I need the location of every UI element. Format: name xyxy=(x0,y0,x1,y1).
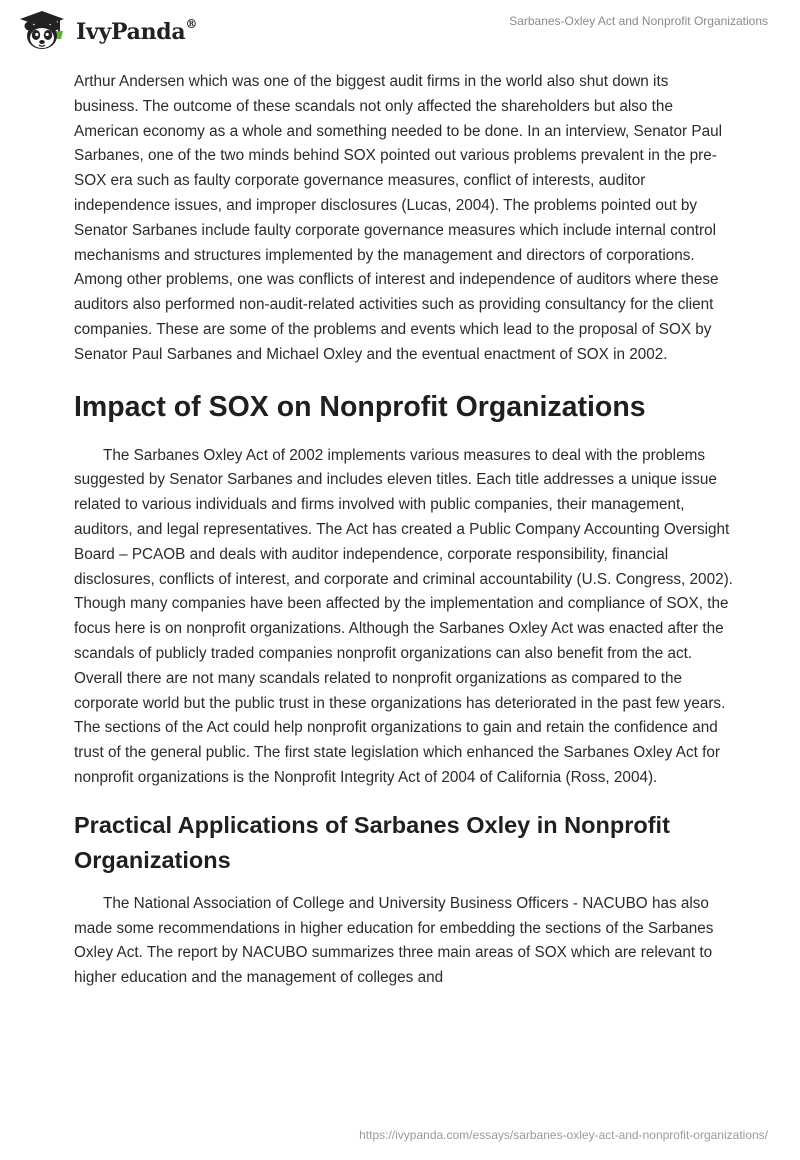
section-heading-impact: Impact of SOX on Nonprofit Organizations xyxy=(74,390,646,423)
brand-name: IvyPanda® xyxy=(76,16,198,45)
paragraph-1: Arthur Andersen which was one of the biggest audit firms in the world also shut down its business. The outcome of these scandals not only affected the shareholders but also the American economy as a whole and something needed to be done. In an interview, Senator Paul Sarbanes, one of the two minds behind SOX pointed out various problems prevalent in the pre-SOX era such as faulty corporate governance measures, conflict of interests, auditor independence issues, and improper disclosures (Lucas, 2004). The problems pointed out by Senator Sarbanes include faulty corporate governance measures which include internal control mechanisms and structures implemented by the management and directors of corporations. Among other problems, one was conflicts of interest and independence of auditors where these auditors also performed non-audit-related activities such as providing consultancy for the client companies. These are some of the problems and events which lead to the proposal of SOX by Senator Paul Sarbanes and Michael Oxley and the eventual enactment of SOX in 2002. xyxy=(74,73,722,363)
paragraph-2: The Sarbanes Oxley Act of 2002 implements various measures to deal with the problems suggested by Senator Sarbanes and includes eleven titles. Each title addresses a unique issue related to various individuals and firms involved with public companies, their management, auditors, and legal representatives. The Act has created a Public Company Accounting Oversight Board – PCAOB and deals with auditor independence, corporate responsibility, financial disclosures, conflicts of interest, and corporate and criminal accountability (U.S. Congress, 2002). Though many companies have been affected by the implementation and compliance of SOX, the focus here is on nonprofit organizations. Although the Sarbanes Oxley Act was enacted after the scandals of publicly traded companies nonprofit organizations can also benefit from the act. Overall there are not many scandals related to nonprofit organizations as compared to the corporate world but the public trust in these organizations has deteriorated in the past few years. The sections of the Act could help nonprofit organizations to gain and retain the confidence and trust of the general public. The first state legislation which enhanced the Sarbanes Oxley Act for nonprofit organizations is the Nonprofit Integrity Act of 2004 of California (Ross, 2004). xyxy=(74,446,733,786)
panda-graduate-icon xyxy=(14,9,70,51)
essay-body xyxy=(74,70,734,991)
page-header xyxy=(0,0,800,60)
section-heading-practical-applications: Practical Applications of Sarbanes Oxley in Nonprofit Organizations xyxy=(74,811,670,873)
ivypanda-logo[interactable] xyxy=(14,9,197,51)
registered-mark: ® xyxy=(185,16,198,31)
paragraph-3: The National Association of College and University Business Officers - NACUBO has also made some recommendations in higher education for embedding the sections of the Sarbanes Oxley Act. The report by NACUBO summarizes three main areas of SOX which are relevant to higher education and the management of colleges and xyxy=(74,894,714,987)
source-url[interactable]: https://ivypanda.com/essays/sarbanes-oxley-act-and-nonprofit-organizations/ xyxy=(359,1128,768,1142)
document-title: Sarbanes-Oxley Act and Nonprofit Organizations xyxy=(509,14,768,28)
